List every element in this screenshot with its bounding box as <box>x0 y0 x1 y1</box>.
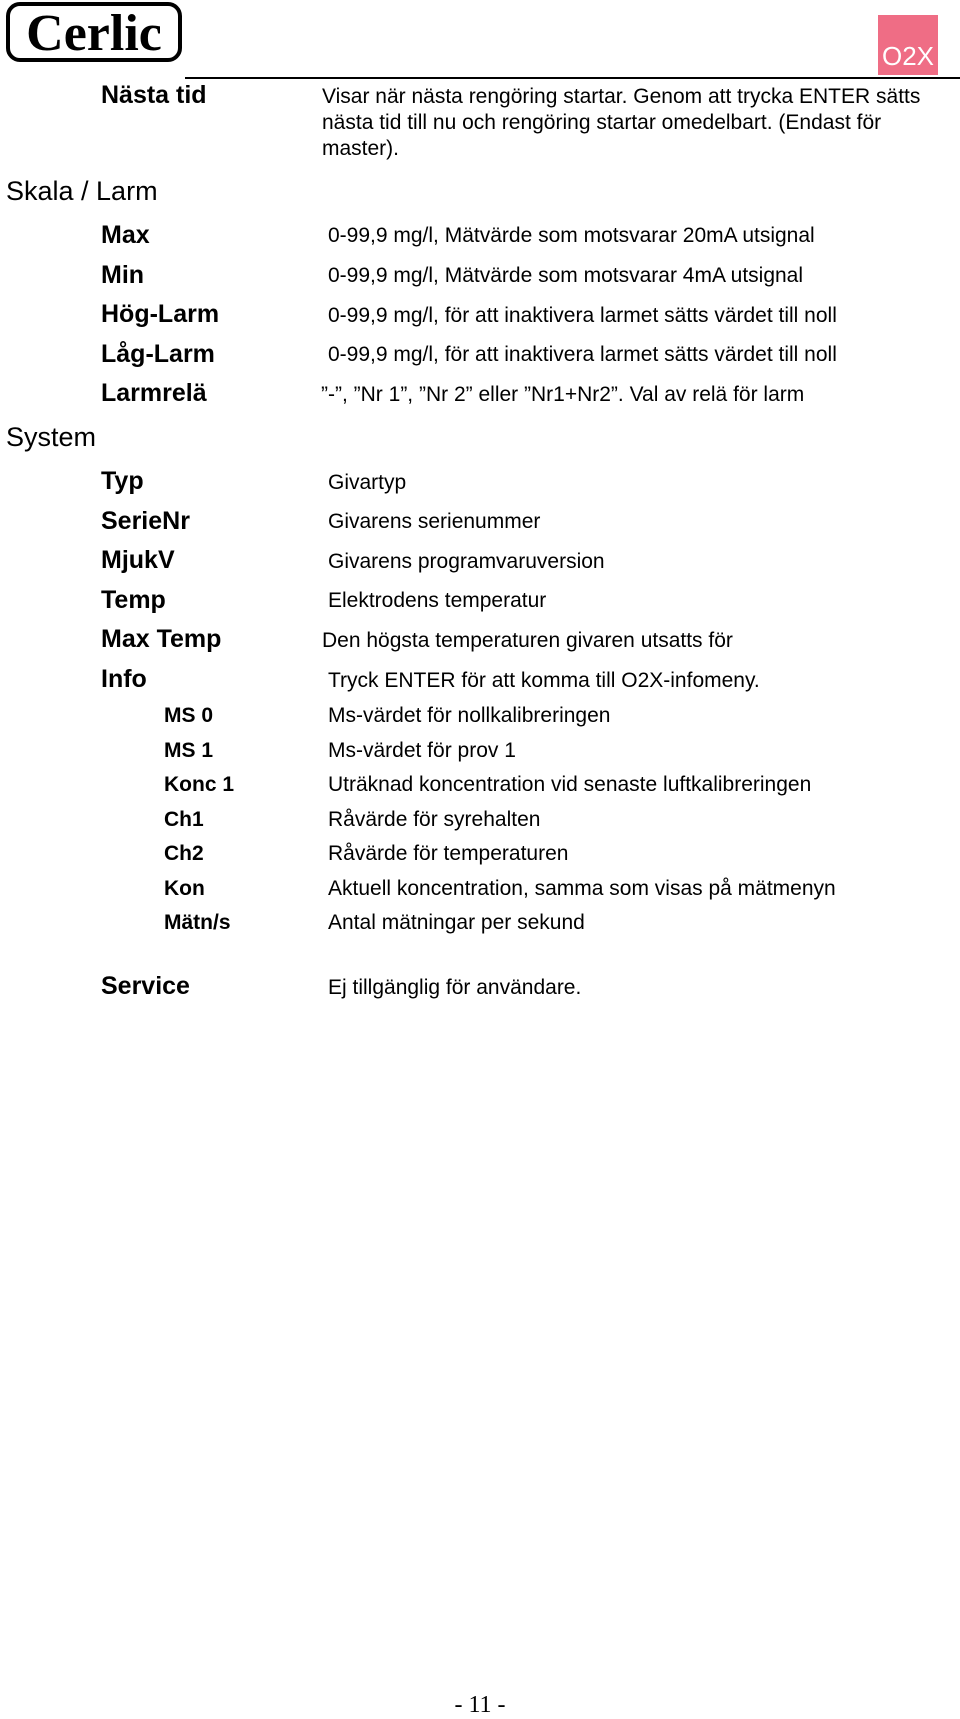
row-label: Max Temp <box>101 625 222 653</box>
info-row-description: Uträknad koncentration vid senaste luftkalibreringen <box>328 773 812 796</box>
row-description: Tryck ENTER för att komma till O2X-infomeny. <box>328 669 760 692</box>
info-row-label: Kon <box>164 877 205 900</box>
row-description: Givarens programvaruversion <box>328 550 605 573</box>
o2x-badge <box>878 15 938 75</box>
row-description: 0-99,9 mg/l, Mätvärde som motsvarar 4mA utsignal <box>328 264 804 287</box>
info-row-label: Ch2 <box>164 842 204 865</box>
row-description: 0-99,9 mg/l, Mätvärde som motsvarar 20mA utsignal <box>328 224 815 247</box>
row-label: Hög-Larm <box>101 300 220 328</box>
row-description: Elektrodens temperatur <box>328 589 547 612</box>
row-description: ”-”, ”Nr 1”, ”Nr 2” eller ”Nr1+Nr2”. Val av relä för larm <box>321 383 805 406</box>
info-row-description: Råvärde för syrehalten <box>328 808 541 831</box>
info-row-label: Ch1 <box>164 808 204 831</box>
cerlic-logo <box>6 2 182 62</box>
nasta-tid-label: Nästa tid <box>101 81 207 109</box>
row-description: Den högsta temperaturen givaren utsatts för <box>322 629 733 652</box>
info-row-label: MS 0 <box>164 704 214 727</box>
row-description: Givarens serienummer <box>328 510 541 533</box>
header-rule <box>185 77 960 79</box>
service-description: Ej tillgänglig för användare. <box>328 976 582 999</box>
section-heading-system: System <box>6 422 97 452</box>
page-number: - 11 - <box>454 1692 506 1718</box>
row-label: Min <box>101 261 145 289</box>
row-label: Info <box>101 665 147 693</box>
nasta-tid-description: Visar när nästa rengöring startar. Genom att trycka ENTER sätts nästa tid till nu och rengöring startar omedelbart. (Endast för master). <box>322 85 921 160</box>
info-row-label: Konc 1 <box>164 773 235 796</box>
info-row-description: Aktuell koncentration, samma som visas på mätmenyn <box>328 877 836 900</box>
svg-text:Cerlic: Cerlic <box>26 5 162 62</box>
info-row-description: Ms-värdet för prov 1 <box>328 739 516 762</box>
info-row-description: Råvärde för temperaturen <box>328 842 569 865</box>
row-label: Max <box>101 221 150 249</box>
row-description: 0-99,9 mg/l, för att inaktivera larmet sätts värdet till noll <box>328 304 837 327</box>
info-row-description: Ms-värdet för nollkalibreringen <box>328 704 611 727</box>
row-label: Temp <box>101 586 166 614</box>
o2x-badge-label: O2X <box>881 41 935 71</box>
row-label: MjukV <box>101 546 175 574</box>
info-row-label: Mätn/s <box>164 911 231 934</box>
row-label: Låg-Larm <box>101 340 215 368</box>
row-description: Givartyp <box>328 471 407 494</box>
row-label: Larmrelä <box>101 379 207 407</box>
row-description: 0-99,9 mg/l, för att inaktivera larmet sätts värdet till noll <box>328 343 837 366</box>
row-label: Typ <box>101 467 144 495</box>
section-heading-skala-larm: Skala / Larm <box>6 176 158 206</box>
info-row-description: Antal mätningar per sekund <box>328 911 585 934</box>
row-label: SerieNr <box>101 507 190 535</box>
info-row-label: MS 1 <box>164 739 214 762</box>
service-label: Service <box>101 972 190 1000</box>
